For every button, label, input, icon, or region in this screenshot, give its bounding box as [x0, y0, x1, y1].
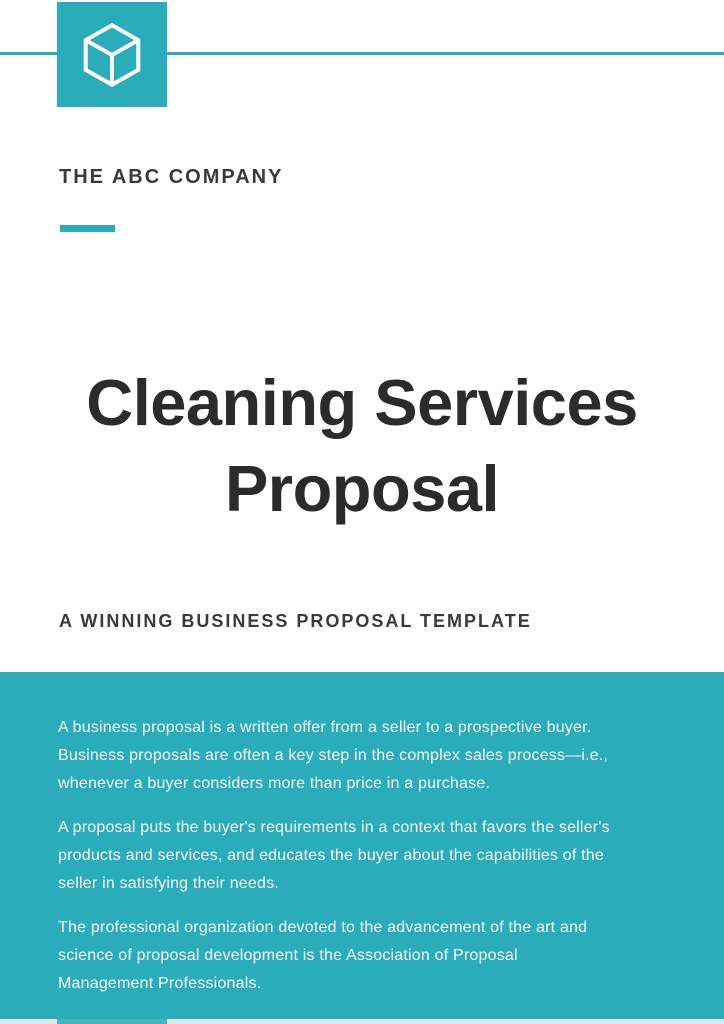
intro-paragraph-3: The professional organization devoted to the advancement of the art and science of proposal development is the Association of Proposal Management Professionals. — [58, 919, 588, 992]
next-page-logo-edge — [57, 1019, 167, 1024]
company-name: THE ABC COMPANY — [59, 166, 284, 188]
document-subtitle: A WINNING BUSINESS PROPOSAL TEMPLATE — [59, 611, 532, 631]
accent-bar — [60, 225, 115, 232]
cube-icon — [83, 23, 141, 87]
intro-paragraph-2: A proposal puts the buyer's requirements in a context that favors the seller's products and services, and educates the buyer about the capabilities of the seller in satisfying their needs. — [58, 819, 610, 892]
company-logo — [57, 2, 167, 107]
intro-section — [0, 672, 724, 1019]
intro-paragraph-1: A business proposal is a written offer from a seller to a prospective buyer. Business proposals are often a key step in the complex sales process—i.e., whenever a buyer considers more than price in a purchase. — [58, 719, 609, 792]
document-title: Cleaning Services Proposal — [86, 366, 638, 526]
